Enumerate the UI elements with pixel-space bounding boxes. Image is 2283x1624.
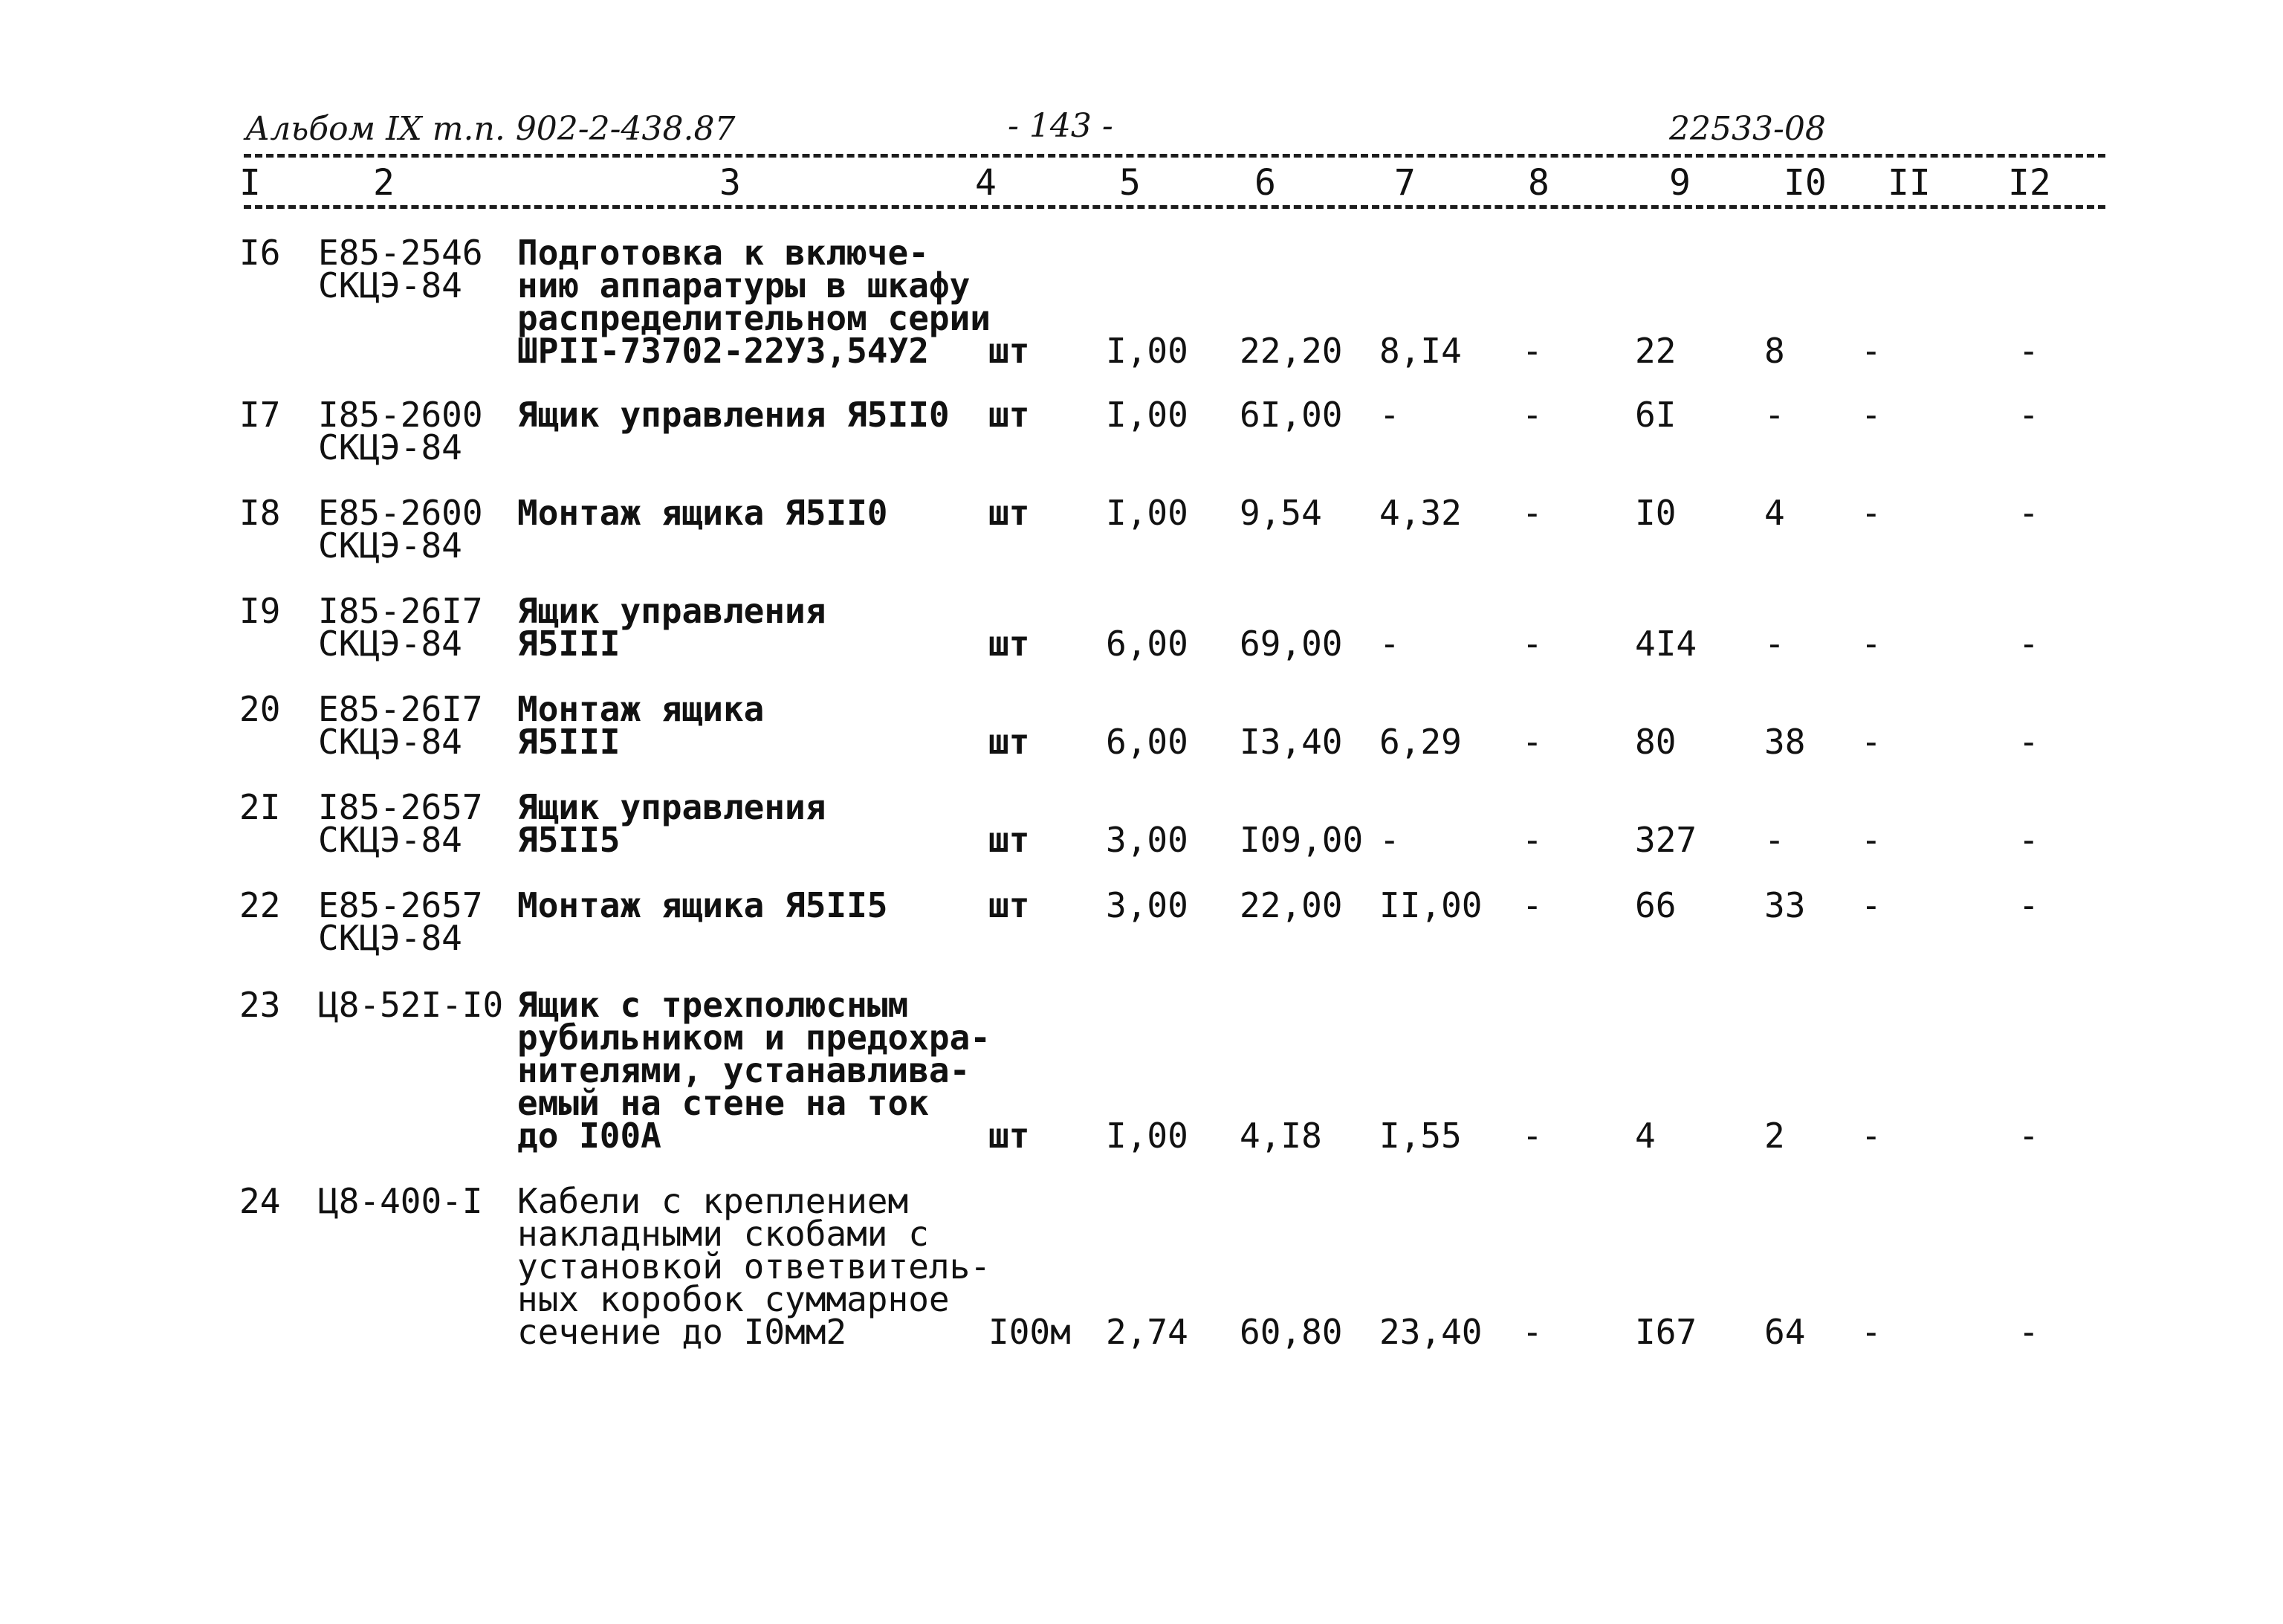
col11-value: - — [1861, 493, 1882, 533]
unit-wage: - — [1379, 820, 1400, 860]
work-name: Ящик управления Я5II5 — [517, 787, 826, 860]
col12-value: - — [2018, 1116, 2039, 1156]
col8-value: - — [1522, 820, 1543, 860]
total-cost: 66 — [1635, 885, 1677, 925]
total-wage: - — [1764, 395, 1785, 435]
total-wage: - — [1764, 624, 1785, 664]
col-3: 3 — [719, 162, 741, 204]
col-6: 6 — [1254, 162, 1276, 204]
unit-wage: - — [1379, 395, 1400, 435]
col8-value: - — [1522, 1312, 1543, 1352]
unit-price: 9,54 — [1240, 493, 1322, 533]
col11-value: - — [1861, 1312, 1882, 1352]
col11-value: - — [1861, 624, 1882, 664]
total-wage: - — [1764, 820, 1785, 860]
total-wage: 2 — [1764, 1116, 1785, 1156]
col-4: 4 — [975, 162, 997, 204]
col12-value: - — [2018, 885, 2039, 925]
unit-price: 60,80 — [1240, 1312, 1343, 1352]
rate-code: Е85-26I7 СКЦЭ-84 — [318, 689, 483, 762]
total-wage: 64 — [1764, 1312, 1806, 1352]
rate-code: Е85-2657 СКЦЭ-84 — [318, 885, 483, 958]
work-name: Ящик управления Я5III — [517, 591, 826, 664]
col-9: 9 — [1669, 162, 1691, 204]
total-cost: I67 — [1635, 1312, 1697, 1352]
rate-code: I85-2657 СКЦЭ-84 — [318, 787, 483, 860]
rate-code: I85-2600 СКЦЭ-84 — [318, 395, 483, 468]
quantity: 2,74 — [1106, 1312, 1188, 1352]
total-cost: 80 — [1635, 722, 1677, 762]
quantity: I,00 — [1106, 395, 1188, 435]
col12-value: - — [2018, 722, 2039, 762]
document-code: 22533-08 — [1669, 110, 1826, 148]
unit: шт — [988, 395, 1030, 435]
quantity: 3,00 — [1106, 820, 1188, 860]
col-11: II — [1888, 162, 1931, 204]
col-5: 5 — [1119, 162, 1141, 204]
col-8: 8 — [1528, 162, 1549, 204]
row-number: 24 — [239, 1181, 281, 1221]
quantity: 6,00 — [1106, 722, 1188, 762]
col12-value: - — [2018, 331, 2039, 371]
total-cost: 327 — [1635, 820, 1697, 860]
col-2: 2 — [373, 162, 395, 204]
col12-value: - — [2018, 1312, 2039, 1352]
col11-value: - — [1861, 331, 1882, 371]
unit: шт — [988, 885, 1030, 925]
unit-price: I3,40 — [1240, 722, 1343, 762]
quantity: 3,00 — [1106, 885, 1188, 925]
total-cost: 4 — [1635, 1116, 1656, 1156]
col-1: I — [239, 162, 261, 204]
rate-code: Е85-2600 СКЦЭ-84 — [318, 493, 483, 566]
rate-code: Ц8-400-I — [318, 1181, 483, 1221]
total-cost: 22 — [1635, 331, 1677, 371]
total-cost: I0 — [1635, 493, 1677, 533]
unit: шт — [988, 624, 1030, 664]
rate-code: Е85-2546 СКЦЭ-84 — [318, 233, 483, 305]
unit-price: 69,00 — [1240, 624, 1343, 664]
quantity: I,00 — [1106, 1116, 1188, 1156]
work-name: Кабели с креплением накладными скобами с установкой ответвитель- ных коробок суммарное сечение до I0мм2 — [517, 1181, 991, 1352]
col8-value: - — [1522, 331, 1543, 371]
row-number: I7 — [239, 395, 281, 435]
row-number: 2I — [239, 787, 281, 827]
unit: шт — [988, 722, 1030, 762]
header-top-rule — [244, 154, 2105, 158]
total-wage: 38 — [1764, 722, 1806, 762]
quantity: I,00 — [1106, 493, 1188, 533]
unit: шт — [988, 1116, 1030, 1156]
unit-wage: 6,29 — [1379, 722, 1462, 762]
quantity: 6,00 — [1106, 624, 1188, 664]
unit-wage: 23,40 — [1379, 1312, 1483, 1352]
unit: шт — [988, 331, 1030, 371]
col11-value: - — [1861, 1116, 1882, 1156]
col8-value: - — [1522, 395, 1543, 435]
total-cost: 4I4 — [1635, 624, 1697, 664]
unit-price: 4,I8 — [1240, 1116, 1322, 1156]
unit: шт — [988, 493, 1030, 533]
col-7: 7 — [1394, 162, 1416, 204]
unit-price: 22,00 — [1240, 885, 1343, 925]
col8-value: - — [1522, 624, 1543, 664]
work-name: Ящик управления Я5II0 — [517, 395, 950, 435]
rate-code: Ц8-52I-I0 — [318, 985, 504, 1025]
unit-price: 6I,00 — [1240, 395, 1343, 435]
col-12: I2 — [2008, 162, 2051, 204]
work-name: Ящик с трехполюсным рубильником и предохра- нителями, устанавлива- емый на стене на ток до I00А — [517, 985, 991, 1156]
col12-value: - — [2018, 493, 2039, 533]
unit-wage: - — [1379, 624, 1400, 664]
col11-value: - — [1861, 885, 1882, 925]
col11-value: - — [1861, 722, 1882, 762]
page-number: - 143 - — [1008, 107, 1113, 145]
rate-code: I85-26I7 СКЦЭ-84 — [318, 591, 483, 664]
col8-value: - — [1522, 722, 1543, 762]
total-wage: 8 — [1764, 331, 1785, 371]
total-cost: 6I — [1635, 395, 1677, 435]
col11-value: - — [1861, 820, 1882, 860]
col12-value: - — [2018, 395, 2039, 435]
col-10: I0 — [1784, 162, 1827, 204]
unit-wage: II,00 — [1379, 885, 1483, 925]
unit: шт — [988, 820, 1030, 860]
row-number: 22 — [239, 885, 281, 925]
col11-value: - — [1861, 395, 1882, 435]
unit-wage: 4,32 — [1379, 493, 1462, 533]
quantity: I,00 — [1106, 331, 1188, 371]
album-reference: Альбом IX т.п. 902-2-438.87 — [245, 110, 736, 148]
work-name: Монтаж ящика Я5II5 — [517, 885, 888, 925]
unit-price: I09,00 — [1240, 820, 1364, 860]
header-bottom-rule — [244, 205, 2105, 209]
total-wage: 33 — [1764, 885, 1806, 925]
total-wage: 4 — [1764, 493, 1785, 533]
row-number: I9 — [239, 591, 281, 631]
row-number: I6 — [239, 233, 281, 273]
work-name: Монтаж ящика Я5III — [517, 689, 765, 762]
unit-price: 22,20 — [1240, 331, 1343, 371]
col12-value: - — [2018, 624, 2039, 664]
row-number: 20 — [239, 689, 281, 729]
unit-wage: I,55 — [1379, 1116, 1462, 1156]
col8-value: - — [1522, 885, 1543, 925]
work-name: Монтаж ящика Я5II0 — [517, 493, 888, 533]
col12-value: - — [2018, 820, 2039, 860]
work-name: Подготовка к включе- нию аппаратуры в шкафу распределительном серии ШРII-73702-22У3,54У2 — [517, 233, 991, 371]
row-number: 23 — [239, 985, 281, 1025]
col8-value: - — [1522, 493, 1543, 533]
row-number: I8 — [239, 493, 281, 533]
col8-value: - — [1522, 1116, 1543, 1156]
unit-wage: 8,I4 — [1379, 331, 1462, 371]
unit: I00м — [988, 1312, 1071, 1352]
